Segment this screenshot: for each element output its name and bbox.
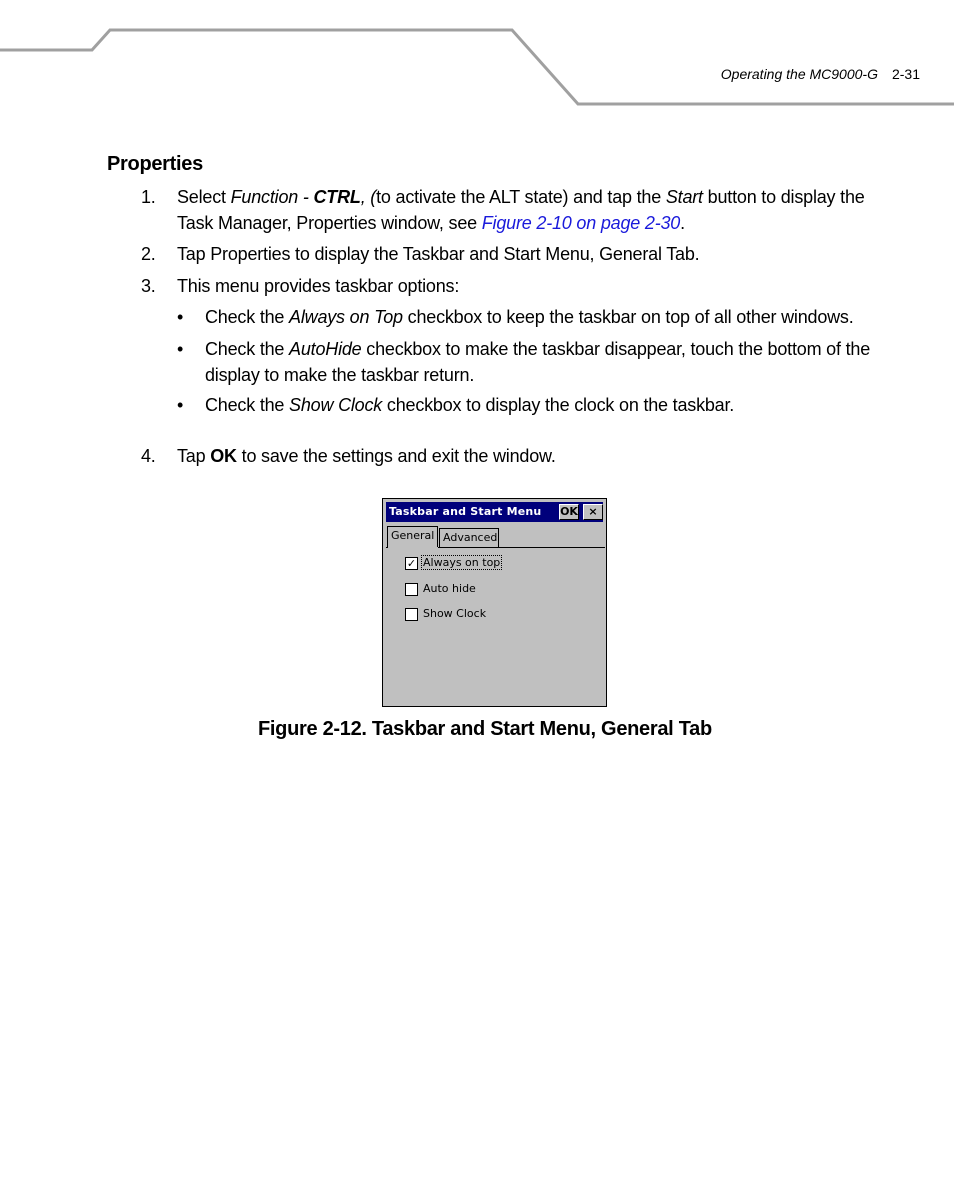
step-number: 2. <box>141 244 156 264</box>
text-run-italic: Always on Top <box>289 307 403 327</box>
text-run-italic: AutoHide <box>289 339 362 359</box>
checkbox-label: Auto hide <box>423 582 476 595</box>
text-run: . <box>680 213 685 233</box>
text-run-italic: , ( <box>360 187 377 207</box>
running-title: Operating the MC9000-G <box>720 66 878 82</box>
text-run: Check the <box>205 307 290 327</box>
page-number: 2-31 <box>891 66 920 82</box>
step-number: 4. <box>141 446 156 466</box>
section-heading: Properties <box>107 153 203 175</box>
active-tab-gap <box>388 547 438 548</box>
text-run: to activate the ALT state) and tap the <box>376 187 666 207</box>
key-ctrl: CTRL <box>313 187 361 207</box>
bullet-symbol: • <box>177 339 184 359</box>
checkbox-label-text: Always on top <box>423 556 501 569</box>
figure-link[interactable]: Figure 2-10 on page 2-30 <box>481 213 681 233</box>
checkbox-unchecked-icon[interactable] <box>405 608 418 621</box>
taskbar-start-menu-dialog <box>382 498 607 707</box>
text-run-italic: Function <box>230 187 299 207</box>
text-run: button to display the Task Manager, Properties window, see <box>177 187 865 233</box>
checkbox-checked-icon[interactable]: ✓ <box>406 557 417 570</box>
checkbox-label: Show Clock <box>423 607 487 620</box>
header-rule <box>0 0 954 110</box>
bullet-text <box>205 392 875 418</box>
step-text <box>177 184 877 236</box>
text-run: checkbox to keep the taskbar on top of all other windows. <box>402 307 854 327</box>
ok-keyword: OK <box>210 446 237 466</box>
step-text: Tap Properties to display the Taskbar and Start Menu, General Tab. <box>177 244 700 264</box>
tab-general[interactable]: General <box>387 526 438 548</box>
tab-advanced[interactable]: Advanced <box>439 528 499 547</box>
text-run: Check the <box>205 339 290 359</box>
step-number: 1. <box>141 187 156 207</box>
running-header <box>721 66 920 82</box>
checkbox-unchecked-icon[interactable] <box>405 583 418 596</box>
figure-caption: Figure 2-12. Taskbar and Start Menu, General Tab <box>258 718 712 740</box>
step-number: 3. <box>141 276 156 296</box>
bullet-text <box>205 336 875 388</box>
close-button[interactable]: × <box>583 504 603 520</box>
text-run-italic: Start <box>665 187 703 207</box>
text-run: Tap <box>177 446 211 466</box>
dialog-titlebar <box>386 502 603 522</box>
dialog-title: Taskbar and Start Menu <box>389 505 542 518</box>
text-run: checkbox to make the taskbar disappear, touch the bottom of the display to make the taskbar return. <box>205 339 871 385</box>
bullet-symbol: • <box>177 307 184 327</box>
text-run: checkbox to display the clock on the taskbar. <box>382 395 735 415</box>
step-text: This menu provides taskbar options: <box>177 276 460 296</box>
step-text <box>177 443 877 469</box>
bullet-symbol: • <box>177 395 184 415</box>
text-run-italic: Show Clock <box>289 395 383 415</box>
text-run-italic: - <box>298 187 314 207</box>
text-run: Select <box>177 187 231 207</box>
bullet-text <box>205 304 875 330</box>
text-run: to save the settings and exit the window. <box>236 446 556 466</box>
checkbox-label <box>423 556 502 569</box>
text-run: Check the <box>205 395 290 415</box>
ok-button[interactable]: OK <box>560 505 578 518</box>
